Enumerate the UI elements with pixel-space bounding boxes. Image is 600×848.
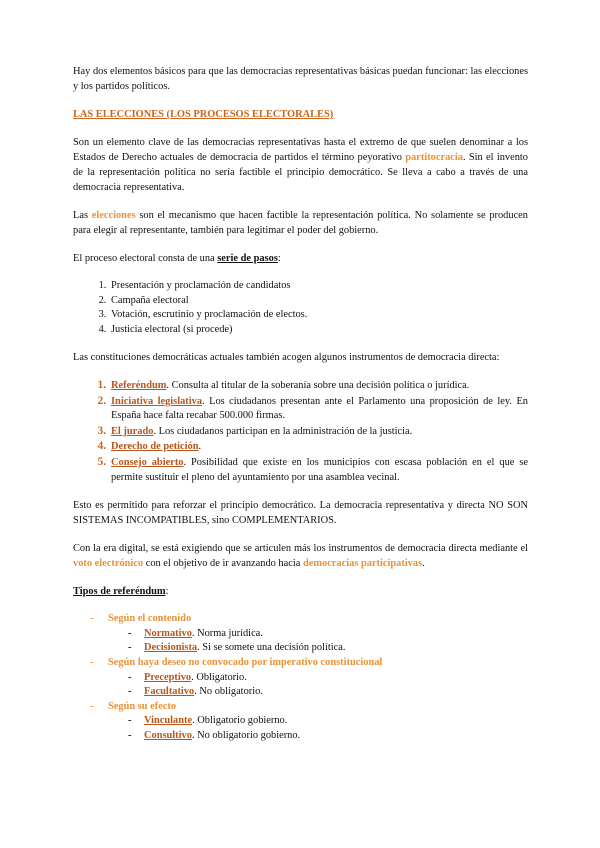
list-item — [109, 424, 528, 440]
steps-list — [73, 279, 528, 337]
text: El proceso electoral consta de una — [73, 253, 218, 264]
instrument-term: Consejo abierto — [111, 456, 184, 468]
type-term: Normativo — [144, 627, 192, 639]
text: . Sin el invento de la representación política no sería factible el principio democrático. Se lleva a cabo a través de una democracia representativa. — [73, 152, 529, 193]
text: son el mecanismo que hacen factible la representación política. No solamente se producen para elegir al representante, también para legitimar el poder del gobierno. — [73, 210, 528, 236]
type-category — [73, 612, 528, 627]
text: Las — [73, 210, 92, 221]
highlight-term: democracias participativas — [302, 558, 423, 570]
text: Con la era digital, se está exigiendo que se articulen más los instrumentos de democracia directa mediante el — [73, 543, 528, 555]
type-term: Vinculante — [144, 715, 193, 727]
instrument-desc: . — [198, 441, 202, 453]
document-page — [73, 64, 528, 744]
type-item — [73, 685, 528, 700]
intro-paragraph: Hay dos elementos básicos para que las democracias representativas básicas puedan funcionar: las elecciones y los partidos políticos. — [73, 66, 528, 92]
text: : — [165, 586, 169, 598]
dash-bullet: - — [128, 715, 132, 727]
type-category — [73, 700, 528, 715]
text: . — [422, 558, 425, 570]
dash-bullet: - — [90, 700, 94, 712]
list-item — [109, 455, 528, 485]
list-item: 2. Campaña electoral — [109, 294, 528, 309]
text: Son un elemento clave de las democracias representativas hasta el extremo de que suelen denominar a los Estados de Derecho actuales de democracia de partidos el término peyorativo — [73, 137, 528, 163]
paragraph-elecciones — [73, 208, 528, 238]
dash-bullet: - — [128, 642, 132, 654]
type-item — [73, 641, 528, 656]
type-desc: . Si se somete una decisión política. — [197, 642, 346, 654]
instrument-term: Referéndum — [111, 380, 167, 391]
type-item — [73, 627, 528, 642]
instrument-desc: . Los ciudadanos participan en la administración de la justicia. — [153, 425, 413, 437]
type-term: Preceptivo — [144, 671, 192, 683]
paragraph-partitocracia — [73, 135, 528, 195]
type-desc: . No obligatorio. — [194, 686, 263, 698]
instrument-desc: . Posibilidad que existe en los municipios con escasa población en el que se permite sustituir el pleno del ayuntamiento por una asamblea vecinal. — [111, 456, 528, 483]
list-item: 1. Presentación y proclamación de candidatos — [109, 279, 528, 294]
list-item — [109, 439, 528, 455]
text: : — [277, 253, 281, 264]
type-category — [73, 656, 528, 671]
underlined-term: serie de pasos — [217, 253, 278, 264]
underlined-term: Tipos de referéndum — [73, 586, 166, 598]
instrument-term: El jurado — [111, 425, 154, 437]
paragraph-era-digital — [73, 541, 528, 571]
paragraph-proceso — [73, 251, 528, 266]
section-heading: LAS ELECCIONES (LOS PROCESOS ELECTORALES) — [73, 109, 334, 120]
list-item: 4. Justicia electoral (si procede) — [109, 323, 528, 338]
instrument-desc: . Consulta al titular de la soberanía sobre una decisión política o jurídica. — [166, 380, 470, 391]
instrument-term: Derecho de petición — [111, 441, 199, 453]
instruments-list — [73, 378, 528, 485]
list-item — [109, 394, 528, 424]
type-item — [73, 729, 528, 744]
highlight-term: elecciones — [91, 210, 136, 221]
dash-bullet: - — [128, 729, 132, 741]
dash-bullet: - — [128, 671, 132, 683]
category-label: Según el contenido — [108, 613, 192, 625]
list-item — [109, 378, 528, 394]
type-desc: . Obligatorio. — [191, 671, 247, 683]
dash-bullet: - — [90, 613, 94, 625]
type-term: Decisionista — [144, 642, 198, 654]
dash-bullet: - — [90, 656, 94, 668]
category-label: Según su efecto — [108, 700, 177, 712]
paragraph-constituciones: Las constituciones democráticas actuales también acogen algunos instrumentos de democracia directa: — [73, 352, 500, 363]
types-list — [73, 612, 528, 743]
dash-bullet: - — [128, 627, 132, 639]
category-label: Según haya deseo no convocado por imperativo constitucional — [108, 656, 383, 668]
type-term: Consultivo — [144, 729, 192, 741]
types-title — [73, 584, 528, 599]
dash-bullet: - — [128, 686, 132, 698]
highlight-term: voto electrónico — [73, 558, 144, 570]
highlight-term: partitocracia — [405, 152, 463, 163]
type-desc: . Norma jurídica. — [191, 627, 263, 639]
list-item: 3. Votación, escrutinio y proclamación de electos. — [109, 308, 528, 323]
instrument-desc: . Los ciudadanos presentan ante el Parlamento una proposición de ley. En España hace falta recabar 500.000 firmas. — [111, 395, 528, 422]
type-item — [73, 671, 528, 686]
instrument-term: Iniciativa legislativa — [111, 395, 203, 407]
text: con el objetivo de ir avanzando hacia — [143, 558, 303, 570]
type-desc: . Obligatorio gobierno. — [192, 715, 288, 727]
type-item — [73, 714, 528, 729]
type-term: Facultativo — [144, 686, 195, 698]
paragraph-complementarios: Esto es permitido para reforzar el principio democrático. La democracia representativa y directa NO SON SISTEMAS INCOMPATIBLES, sino COMPLEMENTARIOS. — [73, 500, 528, 527]
type-desc: . No obligatorio gobierno. — [191, 729, 301, 741]
